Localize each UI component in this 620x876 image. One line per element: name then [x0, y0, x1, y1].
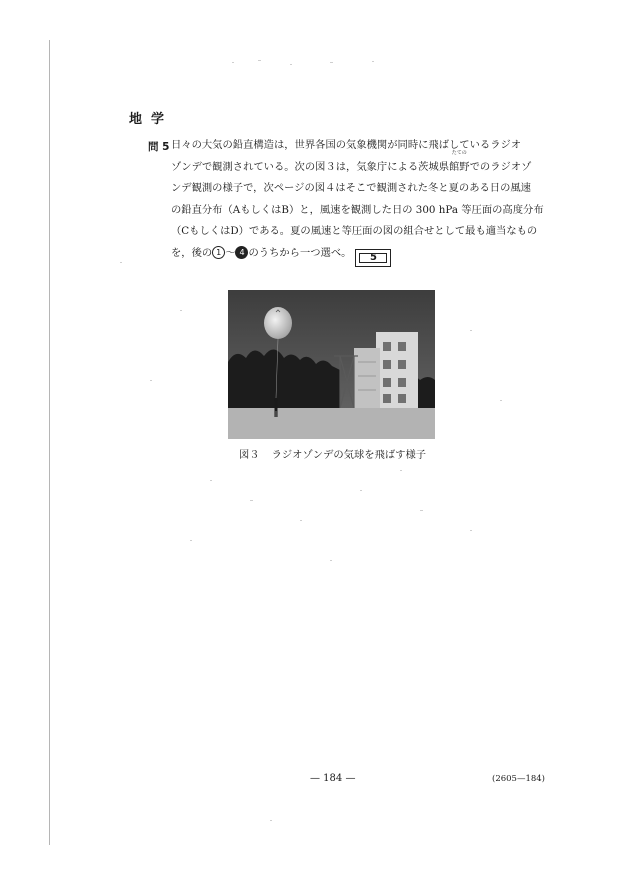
question-line-6-b: のうちから一つ選べ。	[248, 246, 352, 259]
choice-range-sep: 〜	[225, 246, 236, 259]
answer-box[interactable]: 5	[355, 249, 391, 267]
choice-first-circle: 1	[212, 246, 225, 259]
figure-caption-text: ラジオゾンデの気球を飛ばす様子	[271, 449, 427, 461]
radiosonde-photo	[228, 290, 435, 439]
page-code: (2605—184)	[492, 774, 545, 784]
section-title: 地学	[129, 112, 174, 127]
figure-number: 図３	[239, 449, 260, 461]
page-number: — 184 —	[310, 773, 356, 784]
question-label: 問 5	[148, 141, 170, 153]
question-line-2	[171, 149, 532, 179]
figure-caption	[239, 446, 426, 461]
balloon	[264, 307, 292, 339]
question-body	[171, 135, 544, 267]
photo-ground	[228, 408, 435, 439]
question-line-2-a: ゾンデで観測されている。次の図３は，気象庁による茨城県	[171, 160, 450, 173]
question-line-3: ンデ観測の様子で，次ページの図４はそこで観測された冬と夏のある日の風速	[171, 182, 531, 194]
question-line-6	[171, 243, 516, 267]
place-name	[449, 149, 470, 179]
question-line-1: 日々の大気の鉛直構造は，世界各国の気象機関が同時に飛ばしているラジオ	[171, 139, 522, 151]
choice-last-circle: 4	[235, 246, 248, 259]
question-line-2-b: でのラジオゾ	[469, 160, 532, 173]
question-line-6-a: を，後の	[171, 246, 213, 259]
place-ruby: たての	[451, 149, 467, 156]
place-name-text: 館野	[449, 160, 470, 173]
question-line-4: の鉛直分布（AもしくはB）と，風速を観測した日の 300 hPa 等圧面の高度分布	[171, 203, 544, 216]
question-line-5: （CもしくはD）である。夏の風速と等圧面の図の組合せとして最も適当なもの	[171, 225, 538, 237]
binding-margin-line	[49, 40, 50, 845]
